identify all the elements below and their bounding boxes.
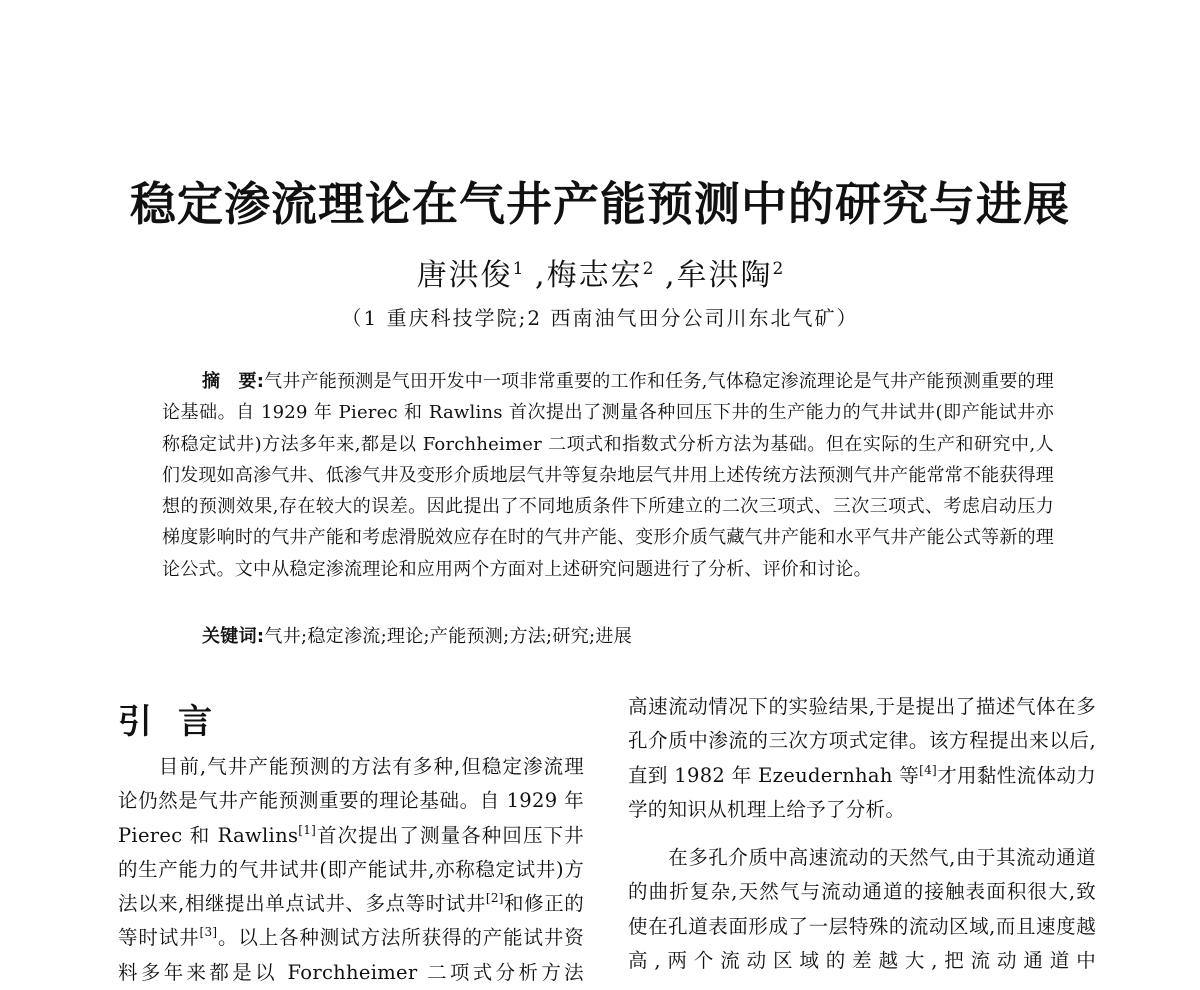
body-text: 高速流动情况下的实验结果,于是提出了描述气体在多孔介质中渗流的三次方项式定律。该方程提出来以后,直到 1982 年 Ezeudernhah 等 bbox=[628, 695, 1096, 787]
affiliations: （1 重庆科技学院;2 西南油气田分公司川东北气矿） bbox=[341, 306, 859, 330]
abstract-text: 气井产能预测是气田开发中一项非常重要的工作和任务,气体稳定渗流理论是气井产能预测重要的理论基础。自 1929 年 Pierec 和 Rawlins 首次提出了测量各种回压下井的生产能力的气井试井(即产能试井亦称稳定试井)方法多年来,都是以 Forchheimer 二项式和指数式分析方法为基础。但在实际的生产和研究中,人们发现如高渗气井、低渗气井及变形介质地层气井等复杂地层气井用上述传统方法预测气井产能常常不能获得理想的预测效果,存在较大的误差。因此提出了不同地质条件下所建立的二次三项式、三次三项式、考虑启动压力梯度影响时的气井产能和考虑滑脱效应存在时的气井产能、变形介质气藏气井产能和水平气井产能公式等新的理论公式。文中从稳定渗流理论和应用两个方面对上述研究问题进行了分析、评价和讨论。 bbox=[162, 371, 1054, 580]
abstract bbox=[162, 366, 1054, 585]
body-text: 。以上各种测试方法所获得的产能试井资料多年来都是以 Forchheimer 二项式分析方法 bbox=[118, 926, 585, 984]
body-paragraph bbox=[628, 841, 1096, 978]
section-heading: 引言 bbox=[118, 702, 238, 742]
author-name: 梅志宏 bbox=[546, 258, 643, 293]
keywords-label: 关键词: bbox=[202, 626, 265, 647]
keywords-text: 气井;稳定渗流;理论;产能预测;方法;研究;进展 bbox=[264, 626, 632, 647]
author-name: 唐洪俊 bbox=[416, 258, 513, 293]
body-paragraph bbox=[628, 690, 1096, 827]
keywords bbox=[202, 622, 632, 648]
citation-mark: [3] bbox=[199, 925, 218, 940]
body-text: 和修正的等时试井 bbox=[118, 892, 584, 950]
author-name: 牟洪陶 bbox=[676, 258, 773, 293]
citation-mark: [1] bbox=[298, 822, 317, 837]
body-text: 才用黏性流体动力学的知识从机理上给予了分析。 bbox=[628, 763, 1097, 821]
left-column bbox=[118, 750, 585, 984]
author-separator: , bbox=[653, 258, 677, 293]
paper-title: 稳定渗流理论在气井产能预测中的研究与进展 bbox=[130, 177, 1070, 231]
body-text: 在多孔介质中高速流动的天然气,由于其流动通道的曲折复杂,天然气与流动通道的接触表面积很大,致使在孔道表面形成了一层特殊的流动区域,而且速度越高,两个流动区域的差越大,把流动通道中 bbox=[628, 846, 1096, 973]
body-text: 目前,气井产能预测的方法有多种,但稳定渗流理论仍然是气井产能预测重要的理论基础。自 1929 年 Pierec 和 Rawlins bbox=[118, 755, 584, 847]
citation-mark: [4] bbox=[919, 762, 938, 777]
body-text: 首次提出了测量各种回压下井的生产能力的气井试井(即产能试井,亦称稳定试井)方法以来,相继提出单点试井、多点等时试井 bbox=[118, 823, 584, 916]
author-list bbox=[0, 250, 1200, 294]
author-affiliation-mark: 2 bbox=[642, 259, 654, 279]
author-separator: , bbox=[523, 258, 547, 293]
author-affiliation-mark: 2 bbox=[772, 259, 784, 279]
body-paragraph bbox=[118, 750, 584, 990]
abstract-label: 摘 要: bbox=[202, 371, 265, 392]
right-column bbox=[628, 690, 1096, 978]
author-affiliation-mark: 1 bbox=[512, 259, 524, 279]
citation-mark: [2] bbox=[485, 891, 504, 906]
